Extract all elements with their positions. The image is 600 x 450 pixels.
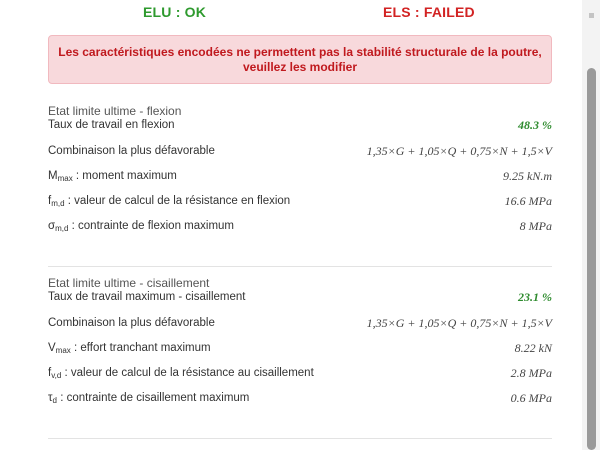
flexion-resistance-row	[48, 194, 552, 219]
alert-line-1: Les caractéristiques encodées ne permettent pas la stabilité structurale de la poutre,	[58, 45, 542, 59]
shear-rate-value: 23.1 %	[518, 290, 552, 304]
status-row	[0, 4, 580, 22]
shear-title: Etat limite ultime - cisaillement	[48, 276, 210, 290]
flexion-moment-row	[48, 169, 552, 194]
flexion-combo-value: 1,35×G + 1,05×Q + 0,75×N + 1,5×V	[366, 144, 552, 158]
flexion-title: Etat limite ultime - flexion	[48, 104, 182, 118]
shear-force-label: $V_{max}$ : effort tranchant maximum	[48, 342, 211, 355]
flexion-moment-label: $M_{max}$ : moment maximum	[48, 170, 177, 183]
section-divider	[48, 266, 552, 267]
shear-resistance-row	[48, 366, 552, 391]
flexion-combo-row	[48, 144, 552, 169]
shear-rate-label: Taux de travail maximum - cisaillement	[48, 291, 246, 303]
shear-force-row	[48, 341, 552, 366]
flexion-rate-row	[48, 118, 552, 144]
scrollbar-track[interactable]	[582, 0, 600, 450]
shear-rate-row	[48, 290, 552, 316]
flexion-resistance-value: 16.6 MPa	[504, 194, 552, 208]
flexion-resistance-label: $f_{m,d}$ : valeur de calcul de la résistance en flexion	[48, 195, 291, 208]
shear-combo-label: Combinaison la plus défavorable	[48, 317, 215, 329]
scroll-up-icon[interactable]	[589, 13, 594, 18]
shear-combo-value: 1,35×G + 1,05×Q + 0,75×N + 1,5×V	[366, 316, 552, 330]
shear-combo-row	[48, 316, 552, 341]
error-alert	[48, 35, 552, 84]
shear-stress-row	[48, 391, 552, 416]
flexion-stress-label: $\sigma_{m,d}$ : contrainte de flexion maximum	[48, 220, 234, 233]
alert-line-2: veuillez les modifier	[242, 60, 358, 74]
flexion-combo-label: Combinaison la plus défavorable	[48, 145, 215, 157]
section-divider-bottom	[48, 438, 552, 439]
scrollbar-thumb[interactable]	[587, 68, 596, 450]
flexion-rate-value: 48.3 %	[518, 118, 552, 132]
flexion-moment-value: 9.25 kN.m	[503, 169, 552, 183]
shear-section	[48, 276, 552, 416]
shear-stress-label: $\tau_d$ : contrainte de cisaillement maximum	[48, 392, 250, 405]
flexion-rate-label: Taux de travail en flexion	[48, 119, 175, 131]
shear-stress-value: 0.6 MPa	[510, 391, 552, 405]
shear-resistance-label: $f_{v,d}$ : valeur de calcul de la résistance au cisaillement	[48, 367, 314, 380]
shear-force-value: 8.22 kN	[514, 341, 552, 355]
shear-resistance-value: 2.8 MPa	[510, 366, 552, 380]
flexion-section	[48, 104, 552, 244]
flexion-stress-row	[48, 219, 552, 244]
elu-status: ELU : OK	[143, 4, 207, 20]
els-status: ELS : FAILED	[383, 4, 475, 20]
flexion-stress-value: 8 MPa	[519, 219, 552, 233]
